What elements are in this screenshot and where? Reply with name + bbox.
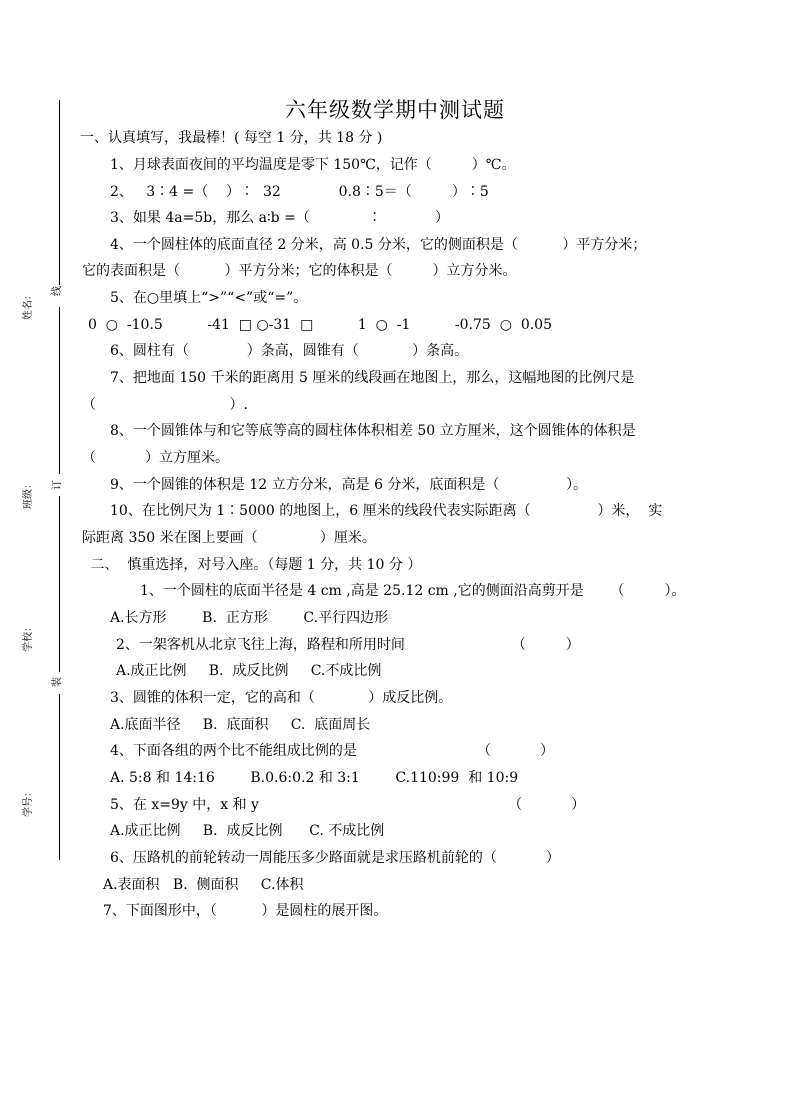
s2-q7: 7、下面图形中，（ ）是圆柱的展开图。 bbox=[103, 903, 388, 919]
s2-q3-options: A.底面半径 B. 底面积 C. 底面周长 bbox=[110, 717, 371, 733]
school-label: 学校： bbox=[23, 622, 34, 652]
page-title: 六年级数学期中测试题 bbox=[285, 98, 505, 122]
s1-q5-items: 0 ○ -10.5 -41 □ ○-31 □ 1 ○ -1 -0.75 ○ 0.05 bbox=[88, 317, 552, 333]
s2-q1: 1、一个圆柱的底面半径是 4 cm ,高是 25.12 cm ,它的侧面沿高剪开是 （ ）。 bbox=[140, 583, 686, 599]
cut-mark-bind: 装 bbox=[52, 677, 63, 687]
section1-heading: 一、认真填写，我最棒！( 每空 1 分，共 18 分 ) bbox=[80, 130, 383, 146]
s1-q1: 1、月球表面夜间的平均温度是零下 150℃，记作（ ）℃。 bbox=[110, 157, 516, 173]
name-label: 姓名： bbox=[23, 290, 34, 320]
s1-q8-line1: 8、一个圆锥体与和它等底等高的圆柱体体积相差 50 立方厘米，这个圆锥体的体积是 bbox=[110, 423, 636, 439]
s1-q10-line1: 10、在比例尺为 1∶5000 的地图上，6 厘米的线段代表实际距离（ ）米， 实 bbox=[110, 503, 663, 519]
s2-q1-options: A.长方形 B. 正方形 C.平行四边形 bbox=[110, 610, 389, 626]
class-label: 班级： bbox=[23, 479, 34, 509]
section2-heading: 二、 慎重选择，对号入座。（每题 1 分，共 10 分 ） bbox=[86, 557, 422, 573]
s1-q4-line1: 4、一个圆柱体的底面直径 2 分米，高 0.5 分米，它的侧面积是（ ）平方分米； bbox=[110, 237, 647, 253]
s1-q7-line1: 7、把地面 150 千米的距离用 5 厘米的线段画在地图上，那么，这幅地图的比例尺是 bbox=[110, 370, 635, 386]
s1-q4-line2: 它的表面积是（ ）平方分米；它的体积是（ ）立方分米。 bbox=[82, 263, 517, 279]
s2-q5-options: A.成正比例 B. 成反比例 C. 不成比例 bbox=[110, 823, 385, 839]
s1-q9: 9、一个圆锥的体积是 12 立方分米，高是 6 分米，底面积是（ ）。 bbox=[110, 477, 588, 493]
s2-q2: 2、一架客机从北京飞往上海，路程和所用时间 （ ） bbox=[116, 637, 580, 653]
cut-mark-line: 线 bbox=[52, 286, 63, 296]
cut-mark-order: 订 bbox=[52, 480, 63, 490]
s2-q5: 5、在 x=9y 中，x 和 y （ ） bbox=[110, 797, 586, 813]
s1-q7-line2: （ ）. bbox=[82, 397, 248, 413]
s1-q5: 5、在○里填上“>”“<”或“=”。 bbox=[110, 290, 308, 306]
s1-q3: 3、如果 4a=5b，那么 a∶b =（ ∶ ） bbox=[110, 210, 450, 226]
s2-q3: 3、圆锥的体积一定，它的高和（ ）成反比例。 bbox=[110, 690, 453, 706]
s2-q6-options: A.表面积 B. 侧面积 C.体积 bbox=[103, 877, 304, 893]
s2-q2-options: A.成正比例 B. 成反比例 C.不成比例 bbox=[116, 663, 382, 679]
s1-q2: 2、 3∶4 =（ ）∶ 32 0.8∶5＝（ ）∶5 bbox=[110, 184, 489, 200]
s2-q4: 4、下面各组的两个比不能组成比例的是 （ ） bbox=[110, 743, 555, 759]
s2-q6: 6、压路机的前轮转动一周能压多少路面就是求压路机前轮的（ ） bbox=[110, 850, 560, 866]
student-id-label: 学号： bbox=[23, 787, 34, 817]
s1-q8-line2: （ ）立方厘米。 bbox=[82, 450, 229, 466]
s1-q10-line2: 际距离 350 米在图上要画（ ）厘米。 bbox=[82, 530, 376, 546]
s1-q6: 6、圆柱有（ ）条高，圆锥有（ ）条高。 bbox=[110, 343, 469, 359]
s2-q4-options: A. 5:8 和 14:16 B.0.6:0.2 和 3:1 C.110:99 和 10:9 bbox=[110, 770, 519, 786]
